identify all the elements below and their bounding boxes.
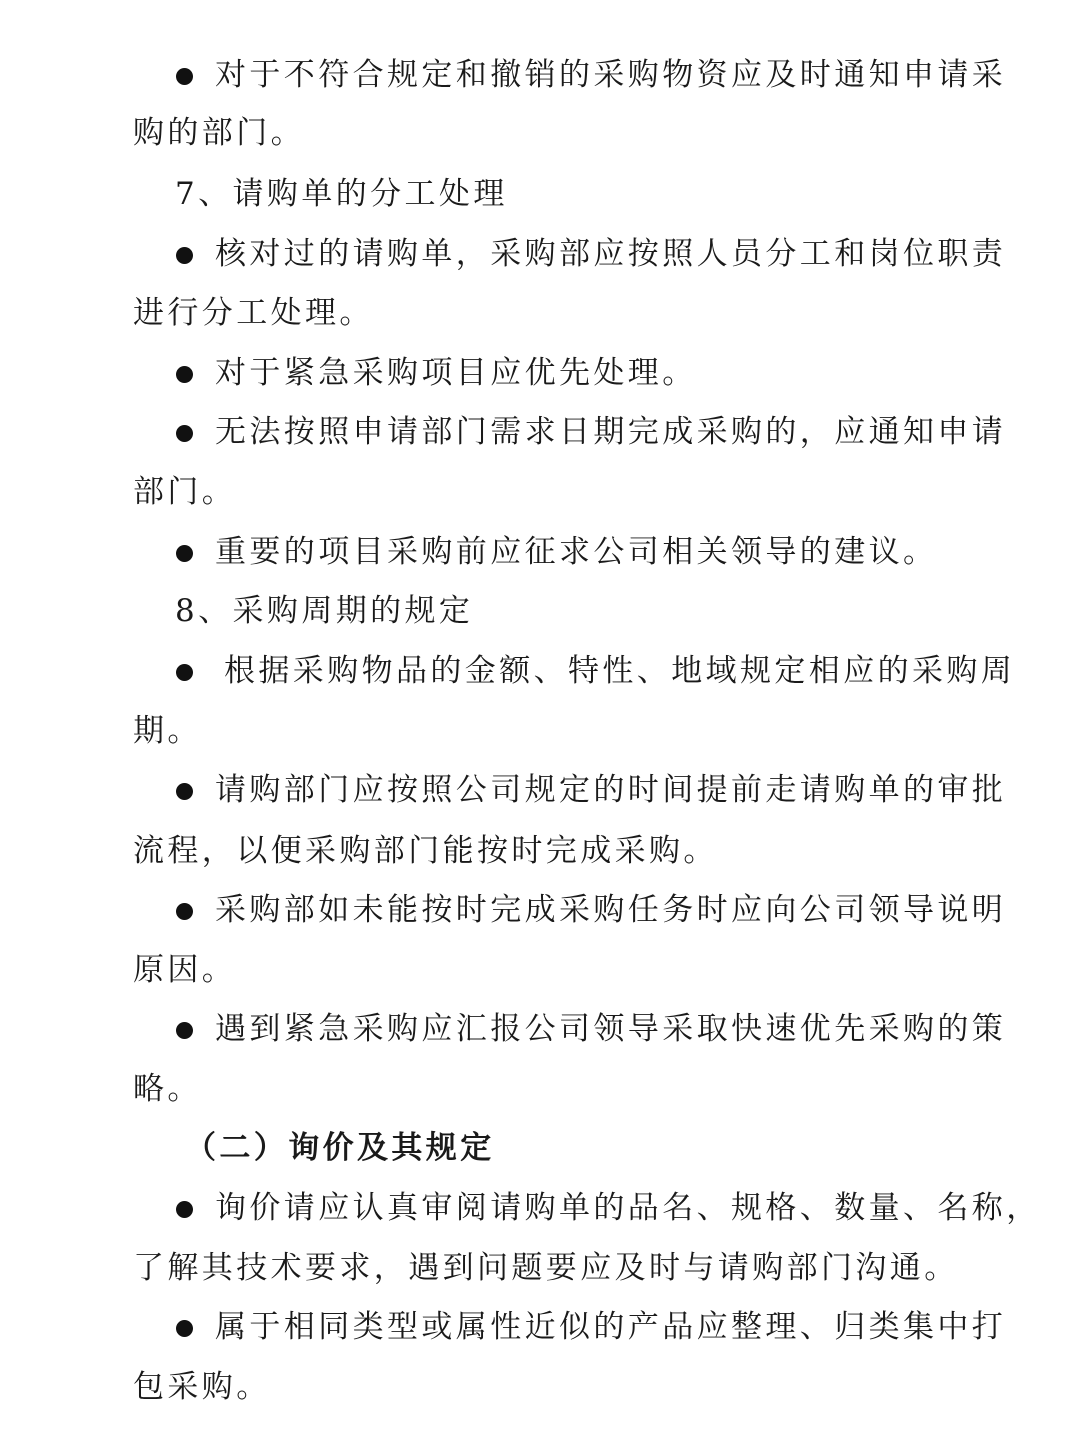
bullet-dot [176, 1320, 193, 1337]
bullet-text-continuation: 流程，以便采购部门能按时完成采购。 [133, 833, 718, 869]
bullet-dot [176, 664, 193, 681]
subsection-heading-7: 7、请购单的分工处理 [175, 176, 508, 212]
bullet-text: 采购部如未能按时完成采购任务时应向公司领导说明 [215, 892, 1007, 928]
bullet-dot [176, 1022, 193, 1039]
bullet-text: 核对过的请购单，采购部应按照人员分工和岗位职责 [215, 236, 1007, 272]
section-heading-inquiry: （二）询价及其规定 [185, 1130, 495, 1166]
bullet-text-continuation: 略。 [133, 1071, 202, 1107]
bullet-text-continuation: 进行分工处理。 [133, 295, 374, 331]
bullet-dot [176, 903, 193, 920]
bullet-dot [176, 425, 193, 442]
bullet-text-continuation: 原因。 [133, 952, 237, 988]
bullet-text-continuation: 期。 [133, 713, 202, 749]
bullet-dot [176, 68, 193, 85]
bullet-text: 属于相同类型或属性近似的产品应整理、归类集中打 [215, 1309, 1007, 1345]
bullet-text: 无法按照申请部门需求日期完成采购的，应通知申请 [215, 414, 1007, 450]
bullet-text: 询价请应认真审阅请购单的品名、规格、数量、名称， [215, 1190, 1041, 1226]
bullet-text-continuation: 部门。 [133, 474, 237, 510]
bullet-dot [176, 366, 193, 383]
bullet-text: 对于紧急采购项目应优先处理。 [215, 355, 697, 391]
bullet-dot [176, 247, 193, 264]
bullet-text: 根据采购物品的金额、特性、地域规定相应的采购周 [224, 653, 1016, 689]
bullet-dot [176, 783, 193, 800]
bullet-text-continuation: 了解其技术要求，遇到问题要应及时与请购部门沟通。 [133, 1250, 959, 1286]
bullet-text: 对于不符合规定和撤销的采购物资应及时通知申请采 [215, 57, 1007, 93]
bullet-text: 遇到紧急采购应汇报公司领导采取快速优先采购的策 [215, 1011, 1007, 1047]
bullet-dot [176, 1201, 193, 1218]
bullet-text: 请购部门应按照公司规定的时间提前走请购单的审批 [215, 772, 1007, 808]
bullet-text: 重要的项目采购前应征求公司相关领导的建议。 [215, 534, 938, 570]
subsection-heading-8: 8、采购周期的规定 [175, 593, 474, 629]
bullet-dot [176, 545, 193, 562]
bullet-text-continuation: 包采购。 [133, 1369, 271, 1405]
bullet-text-continuation: 购的部门。 [133, 115, 305, 151]
